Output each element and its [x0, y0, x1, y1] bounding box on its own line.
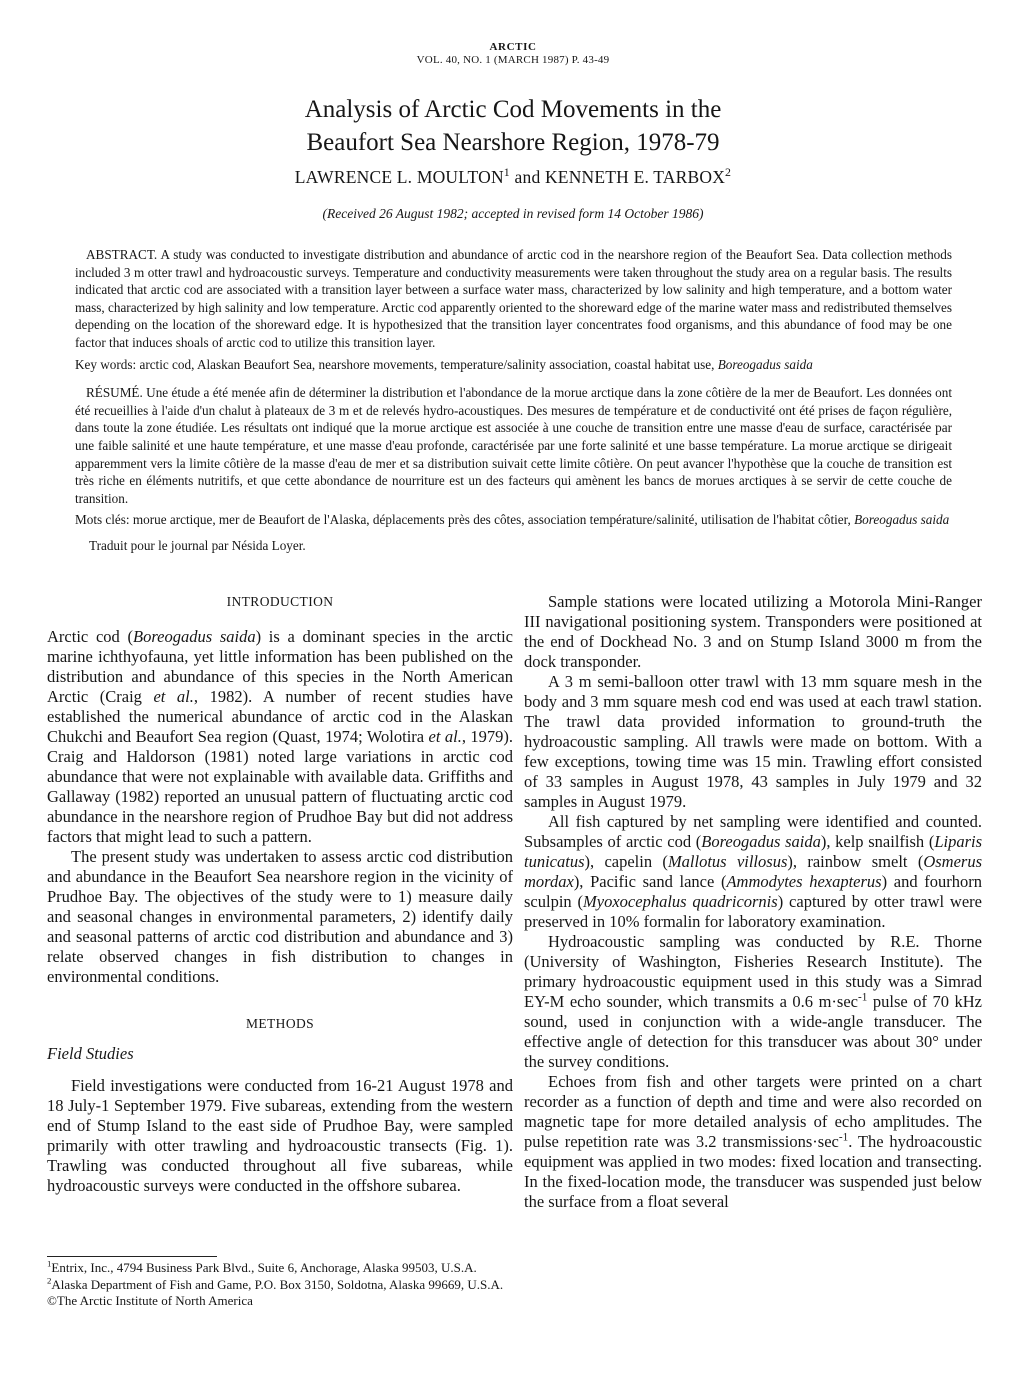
mots-cles-line: Mots clés: morue arctique, mer de Beaufort de l'Alaska, déplacements près des côtes, association température/salinité, utilisation de l'habitat côtier, Boreogadus saida	[75, 512, 950, 528]
right-paragraph-2: A 3 m semi-balloon otter trawl with 13 mm square mesh in the body and 3 mm square mesh cod end was used at each trawl station. The trawl data provided information to ground-truth the hydroacoustic sampling. All trawls were made on bottom. With a few exceptions, towing time was 15 min. Trawling effort consisted of 33 samples in August 1978, 43 samples in July 1979 and 32 samples in August 1979.	[524, 672, 982, 811]
frontmatter-block	[75, 246, 952, 555]
abstract-paragraph: ABSTRACT. A study was conducted to investigate distribution and abundance of arctic cod in the nearshore region of the Beaufort Sea. Data collection methods included 3 m otter trawl and hydroacoustic surveys. Temperature and conductivity measurements were taken throughout the study area on a regular basis. The results indicated that arctic cod are associated with a transition layer between a surface water mass, characterized by low salinity and high temperature, and a bottom water mass, characterized by high salinity and low temperature. Arctic cod apparently oriented to the shoreward edge of the marine water mass and redistributed themselves depending on the location of the shoreward edge. It is hypothesized that the transition layer concentrates food organisms, and this abundance of food may be one factor that induces shoals of arctic cod to utilize this transition layer.	[75, 247, 952, 350]
right-paragraph-4: Hydroacoustic sampling was conducted by R.E. Thorne (University of Washington, Fisheries Research Institute). The primary hydroacoustic equipment used in this study was a Simrad EY-M echo sounder, which transmits a 0.6 $m\cdot\sec^{-1}$ pulse of 70 kHz sound, used in conjunction with a wide-angle transducer. The effective angle of detection for this transducer was about 30° under the survey conditions.	[524, 932, 982, 1071]
translator-line: Traduit pour le journal par Nésida Loyer.	[89, 537, 306, 553]
right-paragraph-5: Echoes from fish and other targets were printed on a chart recorder as a function of depth and time and were also recorded on magnetic tape for more detailed analysis of echo amplitudes. The pulse repetition rate was 3.2 $transmissions\cdot\sec^{-1}$. The hydroacoustic equipment was applied in two modes: fixed location and transecting. In the fixed-location mode, the transducer was suspended just below the surface from a float several	[524, 1072, 982, 1211]
methods-heading: METHODS	[245, 1016, 315, 1031]
intro-paragraph-1: Arctic cod (Boreogadus saida) is a dominant species in the arctic marine ichthyofauna, yet little information has been published on the distribution and abundance of this species in the North American Arctic (Craig et al., 1982). A number of recent studies have established the numerical abundance of arctic cod in the Alaskan Chukchi and Beaufort Sea region (Quast, 1974; Wolotira et al., 1979). Craig and Haldorson (1981) noted large variations in arctic cod abundance that were not explainable with available data. Griffiths and Gallaway (1982) reported an unusual pattern of fluctuating arctic cod abundance in the nearshore region of Prudhoe Bay but did not address factors that might lead to such a pattern.	[47, 627, 514, 846]
intro-paragraph-2: The present study was undertaken to assess arctic cod distribution and abundance in the Beaufort Sea nearshore region in the vicinity of Prudhoe Bay. The objectives of the study were to 1) measure daily and seasonal changes in environmental parameters, 2) identify daily and seasonal patterns of arctic cod distribution and abundance and 3) relate observed changes in fish distribution to changes in environmental conditions.	[47, 847, 513, 986]
footnote-affiliation-1: $^1$Entrix, Inc., 4794 Business Park Blvd., Suite 6, Anchorage, Alaska 99503, U.S.A.	[47, 1258, 477, 1275]
field-studies-subheading: Field Studies	[47, 1044, 134, 1063]
footnotes-block	[47, 1256, 607, 1310]
resume-paragraph: RÉSUMÉ. Une étude a été menée afin de déterminer la distribution et l'abondance de la morue arctique dans la zone côtière de la mer de Beaufort. Les données ont été recueillies à l'aide d'un chalut à plateaux de 3 m et de relevés hydro-acoustiques. Des mesures de température et de conductivité ont été prises de façon régulière, dans toute la zone étudiée. Les résultats ont indiqué que la morue arctique est associée à une couche de transition entre une masse d'eau de surface, caractérisée par une faible salinité et une haute température, et une masse d'eau profonde, caractérisée par une forte salinité et une basse température. La morue arctique se dirigeait apparemment vers la limite côtière de la masse d'eau de mer et sa distribution suivait cette limite côtière. On peut avancer l'hypothèse que la couche de transition est très riche en éléments nutritifs, et que cette abondance de nourriture est un des facteurs qui amènent les bancs de morues arctiques à se servir de cette couche de transition.	[75, 385, 952, 506]
journal-name: ARCTIC	[489, 41, 537, 53]
article-title-line2: Beaufort Sea Nearshore Region, 1978-79	[306, 129, 720, 156]
article-title-line1: Analysis of Arctic Cod Movements in the	[304, 96, 722, 123]
methods-paragraph-1: Field investigations were conducted from 16-21 August 1978 and 18 July-1 September 1979. Five subareas, extending from the western end of Stump Island to the east side of Prudhoe Bay, were sampled primarily with otter trawling and hydroacoustic transects (Fig. 1). Trawling was conducted throughout all five subareas, while hydroacoustic surveys were conducted in the offshore subarea.	[47, 1076, 513, 1195]
introduction-heading: INTRODUCTION	[226, 594, 334, 609]
received-line: (Received 26 August 1982; accepted in revised form 14 October 1986)	[322, 206, 704, 221]
right-column	[524, 592, 982, 1212]
authors-line: LAWRENCE L. MOULTON$^1$ and KENNETH E. TARBOX$^2$	[294, 165, 732, 187]
right-paragraph-3: All fish captured by net sampling were identified and counted. Subsamples of arctic cod (Boreogadus saida), kelp snailfish (Liparis tunicatus), capelin (Mallotus villosus), rainbow smelt (Osmerus mordax), Pacific sand lance (Ammodytes hexapterus) and fourhorn sculpin (Myoxocephalus quadricornis) captured by otter trawl were preserved in 10% formalin for laboratory examination.	[524, 812, 983, 931]
journal-header	[0, 41, 1026, 66]
footnote-affiliation-2: $^2$Alaska Department of Fish and Game, P.O. Box 3150, Soldotna, Alaska 99669, U.S.A.	[47, 1275, 504, 1292]
footnote-divider	[47, 1256, 217, 1257]
journal-issue-line: VOL. 40, NO. 1 (MARCH 1987) P. 43-49	[416, 54, 610, 66]
right-paragraph-1: Sample stations were located utilizing a Motorola Mini-Ranger III navigational positioning system. Transponders were positioned at the end of Dockhead No. 3 and on Stump Island 3000 m from the dock transponder.	[524, 592, 982, 671]
article-title	[0, 93, 1026, 159]
keywords-line: Key words: arctic cod, Alaskan Beaufort Sea, nearshore movements, temperature/salinity association, coastal habitat use, Boreogadus saida	[75, 356, 813, 372]
left-column	[47, 592, 513, 1196]
footnote-copyright: ©The Arctic Institute of North America	[47, 1293, 253, 1309]
